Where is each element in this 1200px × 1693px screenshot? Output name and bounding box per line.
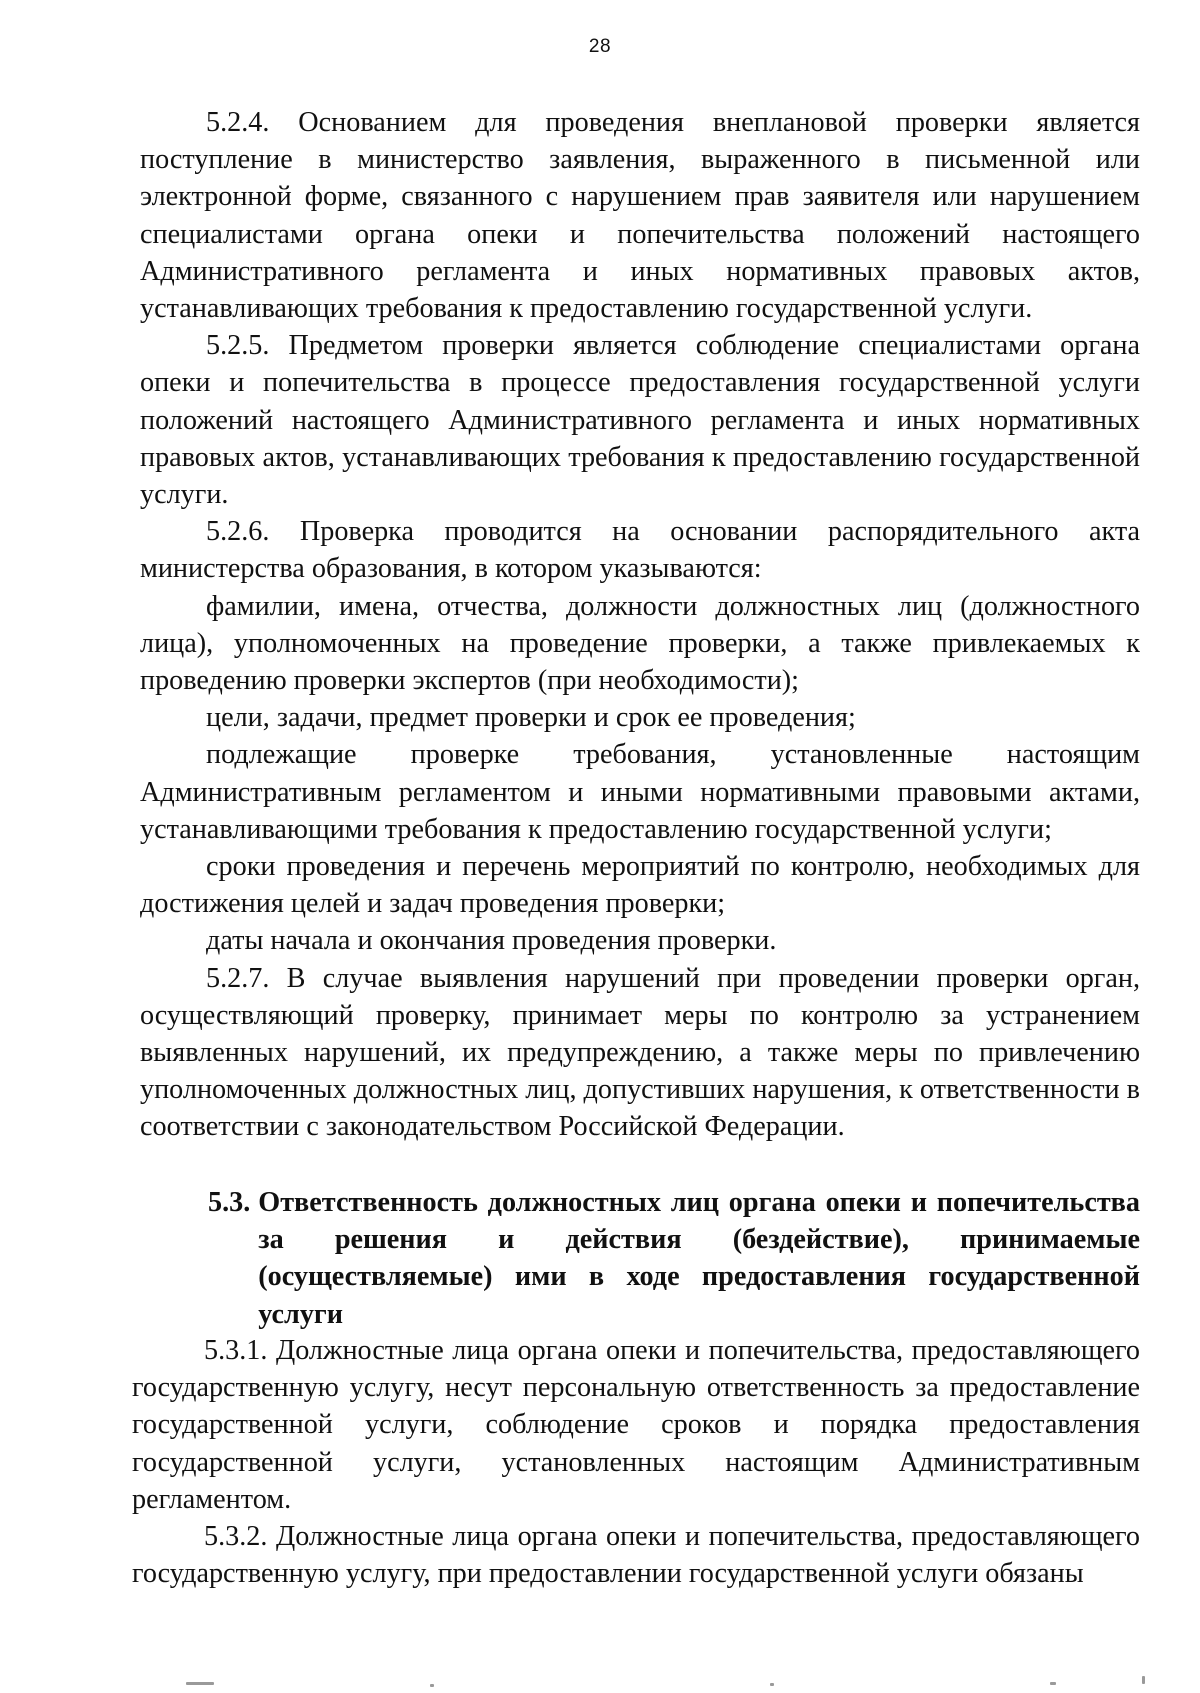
section-title: Ответственность должностных лиц органа опеки и попечительства за решения и действия (бездействие), принимаемые (осуществляемые) ими в ходе предоставления государственной услуги (258, 1187, 1140, 1330)
scan-artifact (1050, 1682, 1056, 1685)
list-item-dates: даты начала и окончания проведения проверки. (206, 925, 777, 957)
list-item-requirements: подлежащие проверке требования, установленные настоящим Административным регламентом и иными нормативными правовыми актами, устанавливающими требования к предоставлению государственной услуги; (140, 739, 1140, 845)
paragraph-5-3-2: 5.3.2. Должностные лица органа опеки и попечительства, предоставляющего государственную услугу, при предоставлении государственной услуги обязаны (132, 1521, 1140, 1590)
list-item-deadlines: сроки проведения и перечень мероприятий по контролю, необходимых для достижения целей и задач проведения проверки; (140, 851, 1140, 920)
paragraph-5-2-6: 5.2.6. Проверка проводится на основании распорядительного акта министерства образования, в котором указываются: (140, 516, 1140, 585)
list-item-goals: цели, задачи, предмет проверки и срок ее проведения; (206, 702, 856, 734)
paragraph-5-2-7: 5.2.7. В случае выявления нарушений при проведении проверки орган, осуществляющий проверку, принимает меры по контролю за устранением выявленных нарушений, их предупреждению, а также меры по привлечению уполномоченных должностных лиц, допустивших нарушения, к ответственности в соответствии с законодательством Российской Федерации. (140, 962, 1140, 1143)
paragraph-5-2-4: 5.2.4. Основанием для проведения внеплановой проверки является поступление в министерство заявления, выраженного в письменной или электронной форме, связанного с нарушением прав заявителя или нарушением специалистами органа опеки и попечительства положений настоящего Административного регламента и иных нормативных правовых актов, устанавливающих требования к предоставлению государственной услуги. (140, 107, 1140, 325)
page-number: 28 (588, 36, 612, 57)
body-text-lower (132, 1332, 1140, 1592)
body-text-upper (140, 104, 1140, 1146)
list-item-officials: фамилии, имена, отчества, должности должностных лиц (должностного лица), уполномоченных на проведение проверки, а также привлекаемых к проведению проверки экспертов (при необходимости); (140, 590, 1140, 697)
paragraph-5-3-1: 5.3.1. Должностные лица органа опеки и попечительства, предоставляющего государственную услугу, несут персональную ответственность за предоставление государственной услуги, соблюдение сроков и порядка предоставления государственной услуги, установленных настоящим Административным регламентом. (132, 1335, 1140, 1515)
paragraph-5-2-5: 5.2.5. Предметом проверки является соблюдение специалистами органа опеки и попечительства в процессе предоставления государственной услуги положений настоящего Административного регламента и иных нормативных правовых актов, устанавливающих требования к предоставлению государственной услуги. (140, 330, 1140, 511)
scan-artifact (430, 1684, 434, 1687)
scan-artifact (186, 1682, 214, 1685)
scan-artifact (1142, 1676, 1145, 1684)
section-heading (208, 1184, 1140, 1333)
section-number: 5.3. (208, 1187, 251, 1218)
scan-artifact (770, 1683, 774, 1686)
